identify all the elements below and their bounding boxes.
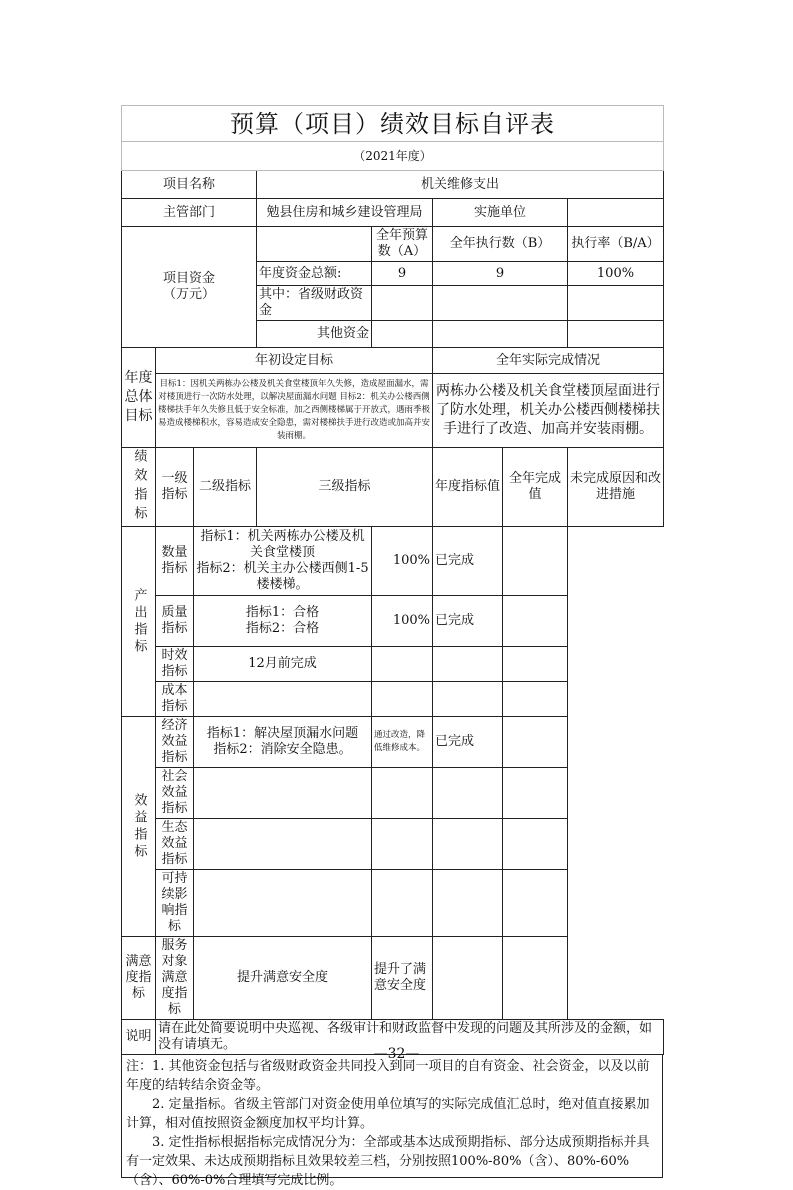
fund-rate xyxy=(568,286,664,321)
note-3: 3. 定性指标根据指标完成情况分为：全部或基本达成预期指标、部分达成预期指标并具有一定效果、未达成预期指标且效果较差三档，分别按照100%-80%（含）、80%-60%（含）、60%-0%合理填写完成比例。 xyxy=(126,1135,650,1188)
col-rate-header: 执行率（B/A） xyxy=(568,227,664,262)
done-value: 已完成 xyxy=(433,717,503,768)
reason xyxy=(503,596,568,647)
explain-label: 说明 xyxy=(122,1020,156,1055)
fund-rate: 100% xyxy=(568,262,664,286)
fund-a xyxy=(372,321,433,348)
level3 xyxy=(194,819,372,870)
impl xyxy=(568,199,664,227)
fund-a xyxy=(372,286,433,321)
level3 xyxy=(194,768,372,819)
target-value: 100% xyxy=(372,527,433,596)
indicator-row xyxy=(122,937,664,1020)
indicator-row xyxy=(122,768,664,819)
done-value xyxy=(433,937,503,1020)
reason xyxy=(503,937,568,1020)
goal-actual-text: 两栋办公楼及机关食堂楼顶屋面进行了防水处理，机关办公楼西侧楼梯扶手进行了改造、加高并安装雨棚。 xyxy=(433,374,664,448)
note-2: 2. 定量指标。省级主管部门对资金使用单位填写的实际完成值汇总时，绝对值直接累加计算，相对值按照资金额度加权平均计算。 xyxy=(126,1097,650,1131)
indicator-row xyxy=(122,596,664,647)
indicator-row xyxy=(122,527,664,596)
col-b-header: 全年执行数（B） xyxy=(433,227,568,262)
reason xyxy=(503,682,568,717)
reason xyxy=(503,819,568,870)
level3: 提升满意安全度 xyxy=(194,937,372,1020)
benefit-label: 效益指标 xyxy=(122,717,156,937)
done-value xyxy=(433,819,503,870)
done-value xyxy=(433,870,503,937)
evaluation-form xyxy=(121,105,663,1188)
level2: 质量指标 xyxy=(156,596,194,647)
target-value: 通过改造，降低维修成本。 xyxy=(372,717,433,768)
indicator-row xyxy=(122,682,664,717)
level3: 指标1：解决屋顶漏水问题 指标2：消除安全隐患。 xyxy=(194,717,372,768)
fund-b xyxy=(433,286,568,321)
indicator-row xyxy=(122,819,664,870)
dept: 勉县住房和城乡建设管理局 xyxy=(257,199,433,227)
project-name-label: 项目名称 xyxy=(122,171,257,199)
funds-label: 项目资金 （万元） xyxy=(122,227,257,348)
done-value xyxy=(433,682,503,717)
fund-b: 9 xyxy=(433,262,568,286)
reason xyxy=(503,768,568,819)
target-value: 提升了满意安全度 xyxy=(372,937,433,1020)
indicator-row xyxy=(122,647,664,682)
form-table xyxy=(121,105,664,1055)
h-target: 年度指标值 xyxy=(433,448,503,527)
level3 xyxy=(194,870,372,937)
page-number: —32— xyxy=(373,1046,420,1062)
level2: 可持续影响指标 xyxy=(156,870,194,937)
level2: 成本指标 xyxy=(156,682,194,717)
h-level3: 三级指标 xyxy=(257,448,433,527)
h-reason: 未完成原因和改进措施 xyxy=(568,448,664,527)
level3: 指标1：机关两栋办公楼及机关食堂楼顶 指标2：机关主办公楼西侧1-5楼楼梯。 xyxy=(194,527,372,596)
goal-set-header: 年初设定目标 xyxy=(156,348,433,374)
fund-row-label: 其他资金 xyxy=(257,321,372,348)
reason xyxy=(503,717,568,768)
output-label: 产出指标 xyxy=(122,527,156,717)
form-year: （2021年度） xyxy=(122,142,664,171)
target-value xyxy=(372,682,433,717)
reason xyxy=(503,647,568,682)
target-value: 100% xyxy=(372,596,433,647)
level2: 经济效益指标 xyxy=(156,717,194,768)
note-1: 注：1. 其他资金包括与省级财政资金共同投入到同一项目的自有资金、社会资金，以及以前年度的结转结余资金等。 xyxy=(126,1059,650,1093)
reason xyxy=(503,527,568,596)
h-done: 全年完成值 xyxy=(503,448,568,527)
goal-actual-header: 全年实际完成情况 xyxy=(433,348,664,374)
target-value xyxy=(372,768,433,819)
level2: 社会效益指标 xyxy=(156,768,194,819)
done-value xyxy=(433,768,503,819)
target-value xyxy=(372,647,433,682)
dept-label: 主管部门 xyxy=(122,199,257,227)
notes xyxy=(121,1055,663,1188)
target-value xyxy=(372,870,433,937)
fund-row-label: 年度资金总额: xyxy=(257,262,372,286)
done-value: 已完成 xyxy=(433,596,503,647)
fund-row-label: 其中：省级财政资金 xyxy=(257,286,372,321)
level3: 12月前完成 xyxy=(194,647,372,682)
indicator-row xyxy=(122,717,664,768)
indicator-row xyxy=(122,870,664,937)
level2: 时效指标 xyxy=(156,647,194,682)
target-value xyxy=(372,819,433,870)
level2: 服务对象满意度指标 xyxy=(156,937,194,1020)
level3: 指标1：合格 指标2：合格 xyxy=(194,596,372,647)
done-value xyxy=(433,647,503,682)
h-level1: 一级指标 xyxy=(156,448,194,527)
project-name: 机关维修支出 xyxy=(257,171,664,199)
goal-set-text: 目标1：因机关两栋办公楼及机关食堂楼顶年久失修，造成屋面漏水，需对楼顶进行一次防水处理，以解决屋面漏水问题 目标2：机关办公楼西侧楼梯扶手年久失修且低于安全标准，加之西侧楼梯属于开放式，遇雨季极易造成楼梯积水，容易造成安全隐患，需对楼梯扶手进行改造或加高并安装雨棚。 xyxy=(156,374,433,448)
fund-a: 9 xyxy=(372,262,433,286)
col-a-header: 全年预算数（A） xyxy=(372,227,433,262)
done-value: 已完成 xyxy=(433,527,503,596)
fund-rate xyxy=(568,321,664,348)
h-level2: 二级指标 xyxy=(194,448,257,527)
fund-b xyxy=(433,321,568,348)
goal-label: 年度总体目标 xyxy=(122,348,156,448)
level3 xyxy=(194,682,372,717)
form-title: 预算（项目）绩效目标自评表 xyxy=(122,106,664,142)
perf-label: 绩效指标 xyxy=(122,448,156,527)
reason xyxy=(503,870,568,937)
satisfaction-label: 满意度指标 xyxy=(122,937,156,1020)
level2: 数量指标 xyxy=(156,527,194,596)
explain-text: 请在此处简要说明中央巡视、各级审计和财政监督中发现的问题及其所涉及的金额，如没有请填无。 xyxy=(156,1020,664,1055)
impl-label: 实施单位 xyxy=(433,199,568,227)
level2: 生态效益指标 xyxy=(156,819,194,870)
